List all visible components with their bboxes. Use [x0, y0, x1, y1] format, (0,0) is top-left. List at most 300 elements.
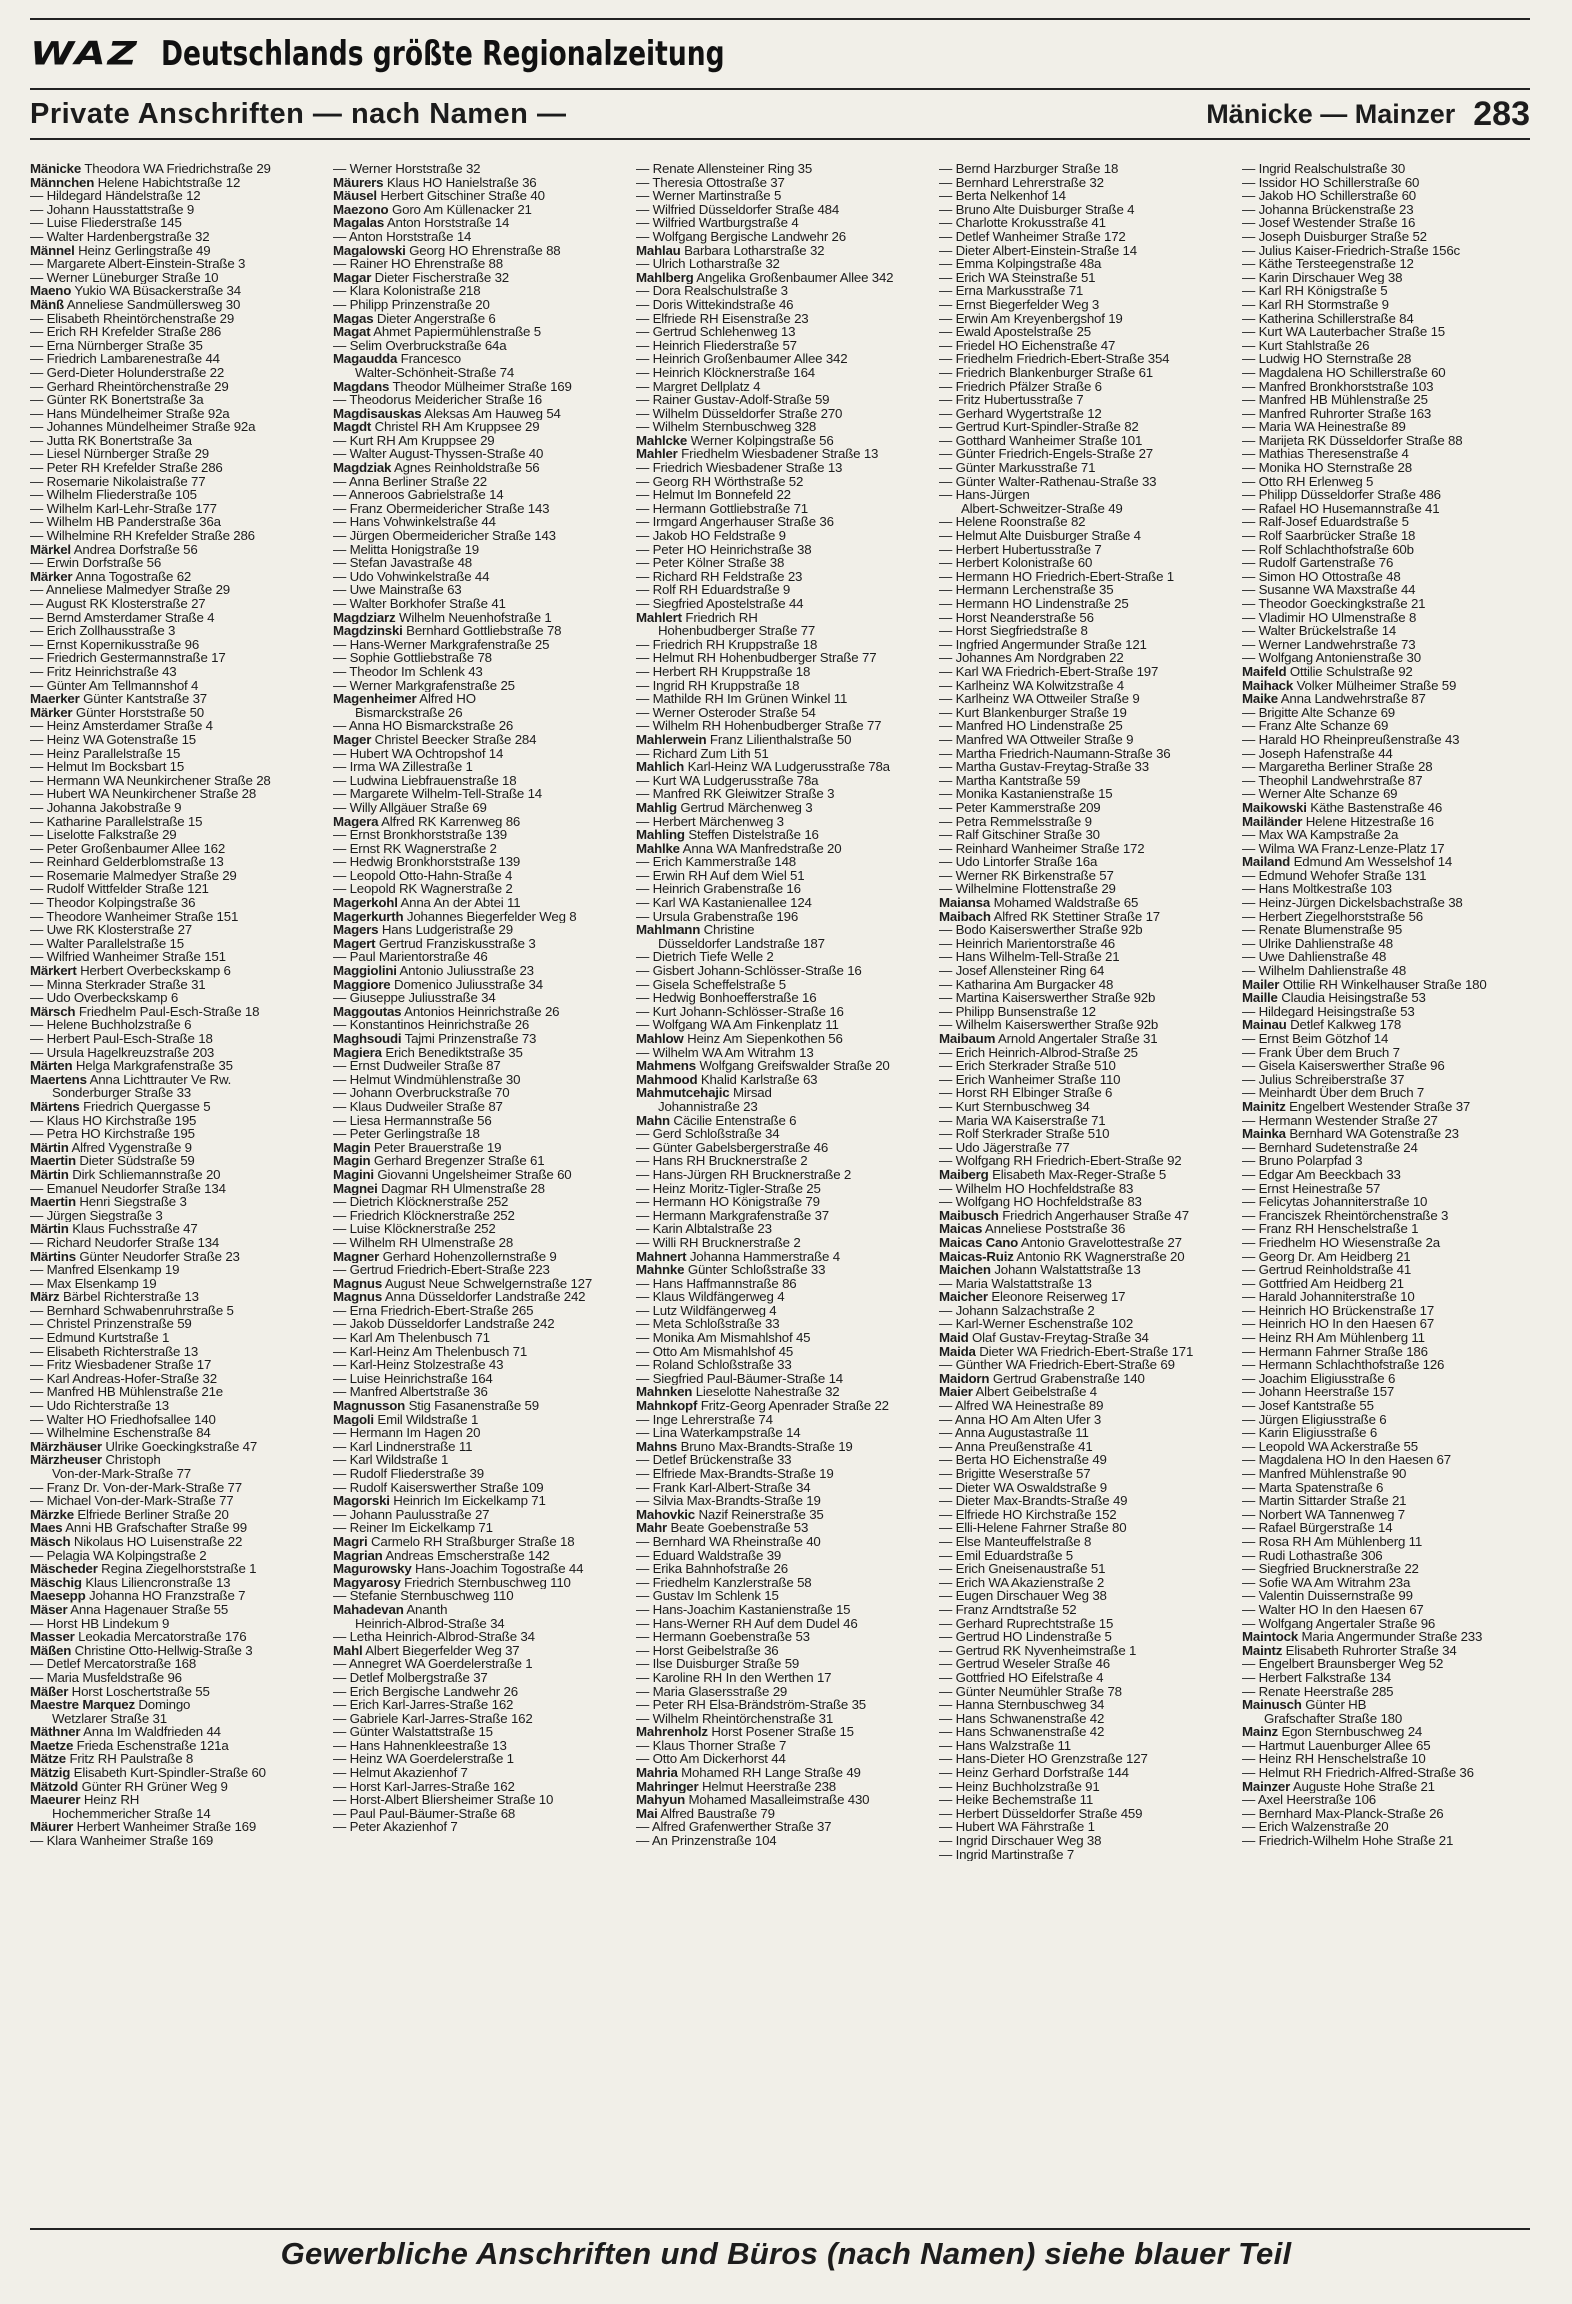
listing-entry: [636, 882, 924, 896]
surname: Mahlau: [636, 243, 681, 258]
entry-details: Anneliese Poststraße 36: [984, 1222, 1126, 1236]
listing-entry: [1242, 1195, 1530, 1209]
listing-entry: [333, 366, 621, 380]
listing-entry: [333, 1263, 621, 1277]
entry-details: — Walter Brückelstraße 14: [1242, 624, 1397, 638]
entry-details: — Karl Am Thelenbusch 71: [333, 1331, 490, 1345]
entry-details: — Wolfgang Bergische Landwehr 26: [636, 229, 846, 244]
entry-details: Alfred HO: [419, 692, 476, 706]
entry-details: — Werner Markgrafenstraße 25: [333, 678, 515, 693]
entry-details: — Emma Kolpingstraße 48a: [939, 257, 1102, 271]
entry-details: Friedrich Angerhauser Straße 47: [1002, 1208, 1189, 1223]
entry-details: — Erich Sterkrader Straße 510: [939, 1059, 1116, 1073]
surname: Märzhäuser: [30, 1439, 102, 1454]
entry-details: Herbert Overbeckskamp 6: [80, 964, 231, 978]
surname: Mahlig: [636, 800, 677, 815]
listing-entry: [333, 1535, 621, 1549]
entry-details: — Herbert Falkstraße 134: [1242, 1670, 1391, 1685]
listing-entry: [636, 1086, 924, 1100]
entry-details: Volker Mülheimer Straße 59: [1296, 678, 1457, 693]
listing-entry: [636, 1820, 924, 1834]
entry-details: — Martha Gustav-Freytag-Straße 33: [939, 760, 1149, 774]
surname: Mahmutcehajic: [636, 1086, 730, 1100]
listing-entry: [636, 1127, 924, 1141]
entry-details: — Ralf Gitschiner Straße 30: [939, 828, 1100, 842]
entry-details: — Roland Schloßstraße 33: [636, 1358, 792, 1372]
entry-details: — Herbert Paul-Esch-Straße 18: [30, 1032, 213, 1046]
surname: Magnus: [333, 1290, 383, 1304]
listing-entry: [939, 1562, 1227, 1576]
listing-entry: [636, 1671, 924, 1685]
surname: Maille: [1242, 991, 1278, 1005]
entry-details: Bernhard WA Gotenstraße 23: [1289, 1127, 1459, 1141]
listing-entry: [939, 366, 1227, 380]
entry-details: — Walter HO Friedhofsallee 140: [30, 1412, 216, 1427]
entry-details: — Wilfried Düsseldorfer Straße 484: [636, 202, 840, 217]
listing-entry: [636, 855, 924, 869]
listing-entry: [30, 502, 318, 516]
entry-details: — Martha Friedrich-Naumann-Straße 36: [939, 746, 1171, 761]
listing-entry: [939, 1630, 1227, 1644]
entry-details: Anna Im Waldfrieden 44: [83, 1725, 221, 1739]
entry-details: — Heinz Buchholzstraße 91: [939, 1779, 1100, 1794]
entry-details: — Erich WA Akazienstraße 2: [939, 1575, 1105, 1590]
listing-entry: [30, 1114, 318, 1128]
listing-entry: [30, 1834, 318, 1848]
surname: Mahns: [636, 1439, 678, 1454]
entry-details: — Elfriede Max-Brandts-Straße 19: [636, 1467, 834, 1481]
listing-entry: [1242, 1304, 1530, 1318]
entry-details: — Leopold Otto-Hahn-Straße 4: [333, 868, 513, 883]
entry-details: — Franz Arndtstraße 52: [939, 1602, 1077, 1617]
entry-details: — Renate Heerstraße 285: [1242, 1684, 1394, 1699]
surname: Mainau: [1242, 1018, 1287, 1032]
entry-details: — Erna Nürnberger Straße 35: [30, 338, 203, 353]
listing-entry: [30, 1345, 318, 1359]
entry-details: Alfred RK Stettiner Straße 17: [993, 909, 1160, 924]
entry-details: — Manfred Albertstraße 36: [333, 1385, 488, 1400]
listing-entry: [30, 447, 318, 461]
listing-entry: [939, 1535, 1227, 1549]
listing-entry: [1242, 1018, 1530, 1032]
entry-details: — Karin Eligiusstraße 6: [1242, 1426, 1378, 1440]
entry-details: — Rudolf Kaiserswerther Straße 109: [333, 1480, 544, 1495]
entry-details: — Hubert WA Ochtropshof 14: [333, 746, 504, 761]
listing-entry: [333, 583, 621, 597]
entry-details: Heinz Am Siepenkothen 56: [687, 1032, 843, 1046]
entry-details: — Karl WA Kastanienallee 124: [636, 896, 812, 910]
surname: Mai: [636, 1806, 658, 1821]
listing-entry: [636, 434, 924, 448]
entry-details: — Eduard Waldstraße 39: [636, 1548, 782, 1563]
listing-entry: [30, 488, 318, 502]
entry-details: — Werner RK Birkenstraße 57: [939, 868, 1114, 883]
listing-entry: [939, 1657, 1227, 1671]
entry-details: — Erich RH Krefelder Straße 286: [30, 325, 222, 339]
surname: Maes: [30, 1521, 63, 1535]
entry-details: — Manfred HO Lindenstraße 25: [939, 719, 1123, 733]
entry-details: — Elli-Helene Fahrner Straße 80: [939, 1521, 1127, 1535]
entry-details: — Margarete Wilhelm-Tell-Straße 14: [333, 787, 542, 801]
surname: Magdisauskas: [333, 406, 422, 421]
entry-details: — Hermann Fahrner Straße 186: [1242, 1344, 1428, 1359]
entry-details: — Ingrid Dirschauer Weg 38: [939, 1834, 1102, 1848]
listing-entry: [333, 1467, 621, 1481]
listing-entry: [30, 284, 318, 298]
listing-entry: [636, 665, 924, 679]
surname: Magdziarz: [333, 610, 396, 625]
entry-details: — Hermann HO Lindenstraße 25: [939, 597, 1129, 611]
listing-entry: [30, 1141, 318, 1155]
surname: Mailänder: [1242, 814, 1303, 829]
surname: Maida: [939, 1344, 976, 1359]
entry-details: Bismarckstraße 26: [355, 705, 463, 720]
entry-details: — Werner Horststraße 32: [333, 162, 481, 176]
entry-details: Mohamed Waldstraße 65: [993, 896, 1139, 910]
entry-details: — Günther WA Friedrich-Ebert-Straße 69: [939, 1358, 1175, 1372]
listing-entry: [1242, 1426, 1530, 1440]
entry-details: — Fritz Heinrichstraße 43: [30, 664, 177, 679]
listing-entry: [636, 1114, 924, 1128]
listing-entry: [939, 1236, 1227, 1250]
entry-details: — Liselotte Falkstraße 29: [30, 828, 177, 842]
listing-entry: [1242, 189, 1530, 203]
entry-details: — Wilhelm Düsseldorfer Straße 270: [636, 406, 843, 421]
listing-entry: [939, 679, 1227, 693]
entry-details: — Friedrich RH Kruppstraße 18: [636, 637, 818, 652]
entry-details: — Udo Vohwinkelstraße 44: [333, 569, 490, 584]
listing-entry: [636, 1005, 924, 1019]
surname: Mahrenholz: [636, 1725, 708, 1739]
surname: Maicher: [939, 1290, 988, 1304]
listing-entry: [1242, 801, 1530, 815]
listing-entry: [1242, 1453, 1530, 1467]
listing-entry: [636, 1304, 924, 1318]
listing-entry: [333, 1032, 621, 1046]
listing-entry: [30, 1725, 318, 1739]
listing-entry: [333, 529, 621, 543]
entry-details: — Jutta RK Bonertstraße 3a: [30, 433, 192, 448]
listing-entry: [30, 855, 318, 869]
entry-details: — Johann Paulusstraße 27: [333, 1507, 490, 1522]
surname: Mahlke: [636, 841, 680, 856]
entry-details: — Wilhelm HO Hochfeldstraße 83: [939, 1181, 1134, 1196]
surname: Märten: [30, 1059, 73, 1073]
listing-entry: [30, 216, 318, 230]
entry-details: — Dieter Albert-Einstein-Straße 14: [939, 243, 1137, 258]
entry-details: Dirk Schliemannstraße 20: [72, 1167, 221, 1182]
surname: Magoli: [333, 1412, 374, 1427]
surname: Mahnert: [636, 1249, 687, 1264]
listing-entry: [1242, 665, 1530, 679]
entry-details: Günter Schloßstraße 33: [687, 1263, 826, 1277]
entry-details: — Hans Schwanenstraße 42: [939, 1711, 1105, 1726]
entry-details: — Katharine Parallelstraße 15: [30, 814, 203, 829]
surname: Maicas Cano: [939, 1235, 1019, 1250]
listing-entry: [1242, 1766, 1530, 1780]
listing-entry: [30, 651, 318, 665]
surname: Magdzinski: [333, 624, 403, 638]
listing-entry: [939, 1100, 1227, 1114]
surname: Maggiolini: [333, 964, 397, 978]
listing-entry: [939, 1589, 1227, 1603]
listing-entry: [939, 1182, 1227, 1196]
surname: Mänß: [30, 297, 64, 312]
entry-details: — Heinrich HO Brückenstraße 17: [1242, 1303, 1435, 1318]
listing-entry: [939, 447, 1227, 461]
listing-entry: [939, 624, 1227, 638]
entry-details: — Horst-Albert Bliersheimer Straße 10: [333, 1793, 554, 1807]
entry-details: — Anna Preußenstraße 41: [939, 1439, 1093, 1454]
entry-details: — Udo Jägerstraße 77: [939, 1140, 1070, 1155]
listing-entry: [30, 244, 318, 258]
entry-details: — Edmund Wehofer Straße 131: [1242, 868, 1427, 883]
surname: Maibusch: [939, 1208, 999, 1223]
listing-entry: [939, 896, 1227, 910]
entry-details: — August RK Klosterstraße 27: [30, 597, 206, 611]
listing-entry: [1242, 1494, 1530, 1508]
entry-details: — Heinz RH Henschelstraße 10: [1242, 1752, 1426, 1767]
listing-entry: [333, 1630, 621, 1644]
entry-details: — Günter RK Bonertstraße 3a: [30, 393, 204, 407]
entry-details: — Kurt Stahlstraße 26: [1242, 338, 1370, 353]
listing-entry: [636, 1685, 924, 1699]
entry-details: — Klara Kolonistraße 218: [333, 284, 481, 298]
listing-entry: [1242, 162, 1530, 176]
entry-details: Barbara Lotharstraße 32: [684, 243, 825, 258]
entry-details: — Alfred WA Heinestraße 89: [939, 1399, 1104, 1413]
entry-details: — Bernhard Schwabenruhrstraße 5: [30, 1303, 234, 1318]
entry-details: — Philipp Prinzenstraße 20: [333, 297, 490, 312]
surname: Mager: [333, 732, 372, 747]
entry-details: — Manfred Ruhrorter Straße 163: [1242, 406, 1432, 421]
listing-entry: [333, 692, 621, 706]
entry-details: — Gotthard Wanheimer Straße 101: [939, 433, 1143, 448]
entry-details: — Hans Vohwinkelstraße 44: [333, 515, 496, 530]
entry-details: — Heinrich Marientorstraße 46: [939, 936, 1115, 951]
entry-details: Von-der-Mark-Straße 77: [52, 1467, 191, 1481]
entry-details: — Petra Remmelsstraße 9: [939, 814, 1092, 829]
entry-details: — Wilhelm HB Panderstraße 36a: [30, 515, 221, 530]
listing-entry: [636, 733, 924, 747]
entry-details: — Emanuel Neudorfer Straße 134: [30, 1181, 226, 1196]
listing-entry: [333, 774, 621, 788]
entry-details: — Fritz Wiesbadener Straße 17: [30, 1358, 212, 1372]
listing-entry: [939, 1046, 1227, 1060]
listing-entry: [636, 597, 924, 611]
entry-details: Agnes Reinholdstraße 56: [394, 461, 540, 475]
entry-details: Antonio Juliusstraße 23: [399, 964, 534, 978]
listing-entry: [636, 570, 924, 584]
surname: Männel: [30, 243, 75, 258]
listing-entry: [636, 1168, 924, 1182]
entry-details: — Siegfried Apostelstraße 44: [636, 597, 804, 611]
surname: Maier: [939, 1385, 973, 1400]
entry-details: Friedrich Quergasse 5: [83, 1099, 211, 1114]
listing-entry: [636, 1399, 924, 1413]
entry-details: Christine: [703, 923, 755, 937]
entry-details: Gertrud Märchenweg 3: [680, 800, 813, 815]
entry-details: — Liesa Hermannstraße 56: [333, 1113, 492, 1128]
entry-details: Anna Lichttrauter Ve Rw.: [89, 1072, 232, 1087]
entry-details: — Walter August-Thyssen-Straße 40: [333, 447, 544, 462]
listing-entry: [333, 447, 621, 461]
listing-entry: [939, 747, 1227, 761]
listing-entry: [636, 1481, 924, 1495]
listing-entry: [636, 1032, 924, 1046]
entry-details: — Monika Am Mismahlshof 45: [636, 1331, 811, 1345]
listing-entry: [30, 882, 318, 896]
masthead: [30, 32, 1530, 76]
listing-entry: [30, 1549, 318, 1563]
entry-details: — Doris Wittekindstraße 46: [636, 297, 794, 312]
entry-details: — Max WA Kampstraße 2a: [1242, 828, 1399, 842]
listing-entry: [939, 611, 1227, 625]
listing-entry: [636, 271, 924, 285]
entry-details: — Franz Dr. Von-der-Mark-Straße 77: [30, 1480, 242, 1495]
listing-entry: [30, 1250, 318, 1264]
entry-details: Hochemmericher Straße 14: [52, 1806, 211, 1821]
entry-details: — Gisela Scheffelstraße 5: [636, 977, 786, 992]
listing-entry: [636, 502, 924, 516]
entry-details: — Hans RH Brucknerstraße 2: [636, 1154, 808, 1168]
listing-entry: [30, 1657, 318, 1671]
listing-entry: [30, 1018, 318, 1032]
entry-details: — An Prinzenstraße 104: [636, 1834, 777, 1848]
listing-entry: [939, 910, 1227, 924]
surname: Magri: [333, 1534, 368, 1549]
surname: Mainusch: [1242, 1698, 1302, 1712]
listing-entry: [1242, 1290, 1530, 1304]
listing-entry: [1242, 910, 1530, 924]
entry-details: — Gerhard Wygertstraße 12: [939, 406, 1102, 421]
listing-entry: [1242, 393, 1530, 407]
entry-details: — Engelbert Braunsberger Weg 52: [1242, 1657, 1444, 1671]
entry-details: — Marta Spatenstraße 6: [1242, 1480, 1384, 1495]
listing-entry: [939, 1793, 1227, 1807]
surname: Märzke: [30, 1507, 74, 1522]
entry-details: — Heinrich HO In den Haesen 67: [1242, 1317, 1435, 1332]
entry-details: — Rolf Sterkrader Straße 510: [939, 1127, 1110, 1141]
entry-details: — Ernst Dudweiler Straße 87: [333, 1059, 501, 1073]
entry-details: — Herbert Ziegelhorststraße 56: [1242, 909, 1423, 924]
listing-entry: [333, 1440, 621, 1454]
listing-entry: [636, 1372, 924, 1386]
header-right: [1206, 95, 1530, 134]
listing-entry: [939, 230, 1227, 244]
listing-entry: [30, 1195, 318, 1209]
listing-entry: [333, 1086, 621, 1100]
listing-entry: [1242, 475, 1530, 489]
surname: Mahyun: [636, 1793, 686, 1807]
entry-details: Elisabeth Ruhrorter Straße 34: [1285, 1643, 1457, 1658]
surname: Mainka: [1242, 1127, 1286, 1141]
listing-entry: [30, 1766, 318, 1780]
entry-details: — Rosa RH Am Mühlenberg 11: [1242, 1534, 1423, 1549]
listing-entry: [30, 1086, 318, 1100]
entry-details: Olaf Gustav-Freytag-Straße 34: [972, 1331, 1149, 1345]
entry-details: — Peter Akazienhof 7: [333, 1820, 458, 1835]
surname: Maibach: [939, 909, 991, 924]
listing-entry: [1242, 964, 1530, 978]
listing-entry: [30, 189, 318, 203]
entry-details: — Richard RH Feldstraße 23: [636, 569, 803, 584]
entry-details: Karl-Heinz WA Ludgerusstraße 78a: [687, 760, 890, 774]
entry-details: — Meta Schloßstraße 33: [636, 1317, 780, 1332]
listing-entry: [333, 1250, 621, 1264]
entry-details: — Hans-Dieter HO Grenzstraße 127: [939, 1752, 1148, 1767]
entry-details: — Alfred Grafenwerther Straße 37: [636, 1820, 832, 1835]
entry-details: Domingo: [138, 1698, 191, 1712]
entry-details: — Wolfgang RH Friedrich-Ebert-Straße 92: [939, 1154, 1182, 1168]
entry-details: Wilhelm Neuenhofstraße 1: [398, 610, 552, 625]
listing-entry: [939, 1277, 1227, 1291]
entry-details: — Werner Martinstraße 5: [636, 189, 782, 203]
listing-entry: [333, 828, 621, 842]
entry-details: — Axel Heerstraße 106: [1242, 1793, 1377, 1807]
listing-entry: [939, 1698, 1227, 1712]
listing-entry: [333, 978, 621, 992]
entry-details: Grafschafter Straße 180: [1264, 1711, 1403, 1726]
entry-details: Carmelo RH Straßburger Straße 18: [370, 1534, 575, 1549]
surname: Mainz: [1242, 1725, 1278, 1739]
entry-details: — Wilhelm WA Am Witrahm 13: [636, 1045, 814, 1060]
listing-entry: [30, 1494, 318, 1508]
entry-details: Tajmi Prinzenstraße 73: [404, 1032, 537, 1046]
listing-entry: [636, 1358, 924, 1372]
listing-entry: [333, 719, 621, 733]
listing-entry: [636, 1345, 924, 1359]
entry-details: — Frank Über dem Bruch 7: [1242, 1045, 1400, 1060]
listing-entry: [1242, 1059, 1530, 1073]
entry-details: — Walter HO In den Haesen 67: [1242, 1602, 1424, 1617]
listing-entry: [636, 1059, 924, 1073]
listing-entry: [636, 1331, 924, 1345]
entry-details: — Johann Overbruckstraße 70: [333, 1086, 510, 1100]
listing-entry: [1242, 1481, 1530, 1495]
entry-details: — Elfriede RH Eisenstraße 23: [636, 311, 809, 326]
listing-entry: [333, 760, 621, 774]
entry-details: Alfred Vygenstraße 9: [71, 1140, 192, 1155]
listing-entry: [30, 380, 318, 394]
listing-entry: [30, 978, 318, 992]
entry-details: — Gottfried HO Eifelstraße 4: [939, 1670, 1104, 1685]
listing-entry: [939, 583, 1227, 597]
listing-entry: [939, 1358, 1227, 1372]
listing-entry: [939, 1820, 1227, 1834]
entry-details: — Bruno Polarpfad 3: [1242, 1154, 1363, 1168]
footer-note: Gewerbliche Anschriften und Büros (nach Namen) siehe blauer Teil: [280, 2236, 1292, 2271]
surname: Maidorn: [939, 1371, 990, 1386]
listing-entry: [333, 244, 621, 258]
entry-details: — Silvia Max-Brandts-Straße 19: [636, 1494, 821, 1508]
entry-details: — Herbert Hubertusstraße 7: [939, 542, 1102, 557]
entry-details: — Anna HO Bismarckstraße 26: [333, 719, 514, 733]
surname: Maeurer: [30, 1793, 81, 1807]
entry-details: — Rudolf Fliederstraße 39: [333, 1467, 484, 1481]
listing-entry: [939, 1086, 1227, 1100]
listing-entry: [1242, 1589, 1530, 1603]
entry-details: — Hans-Jürgen: [939, 488, 1030, 502]
surname: Magalowski: [333, 243, 406, 258]
listing-entry: [939, 1521, 1227, 1535]
listing-entry: [30, 407, 318, 421]
listing-entry: [939, 1576, 1227, 1590]
entry-details: Giovanni Ungelsheimer Straße 60: [377, 1167, 572, 1182]
entry-details: — Reinhard Wanheimer Straße 172: [939, 841, 1145, 856]
entry-details: — Leopold WA Ackerstraße 55: [1242, 1439, 1418, 1454]
listing-entry: [1242, 1698, 1530, 1712]
